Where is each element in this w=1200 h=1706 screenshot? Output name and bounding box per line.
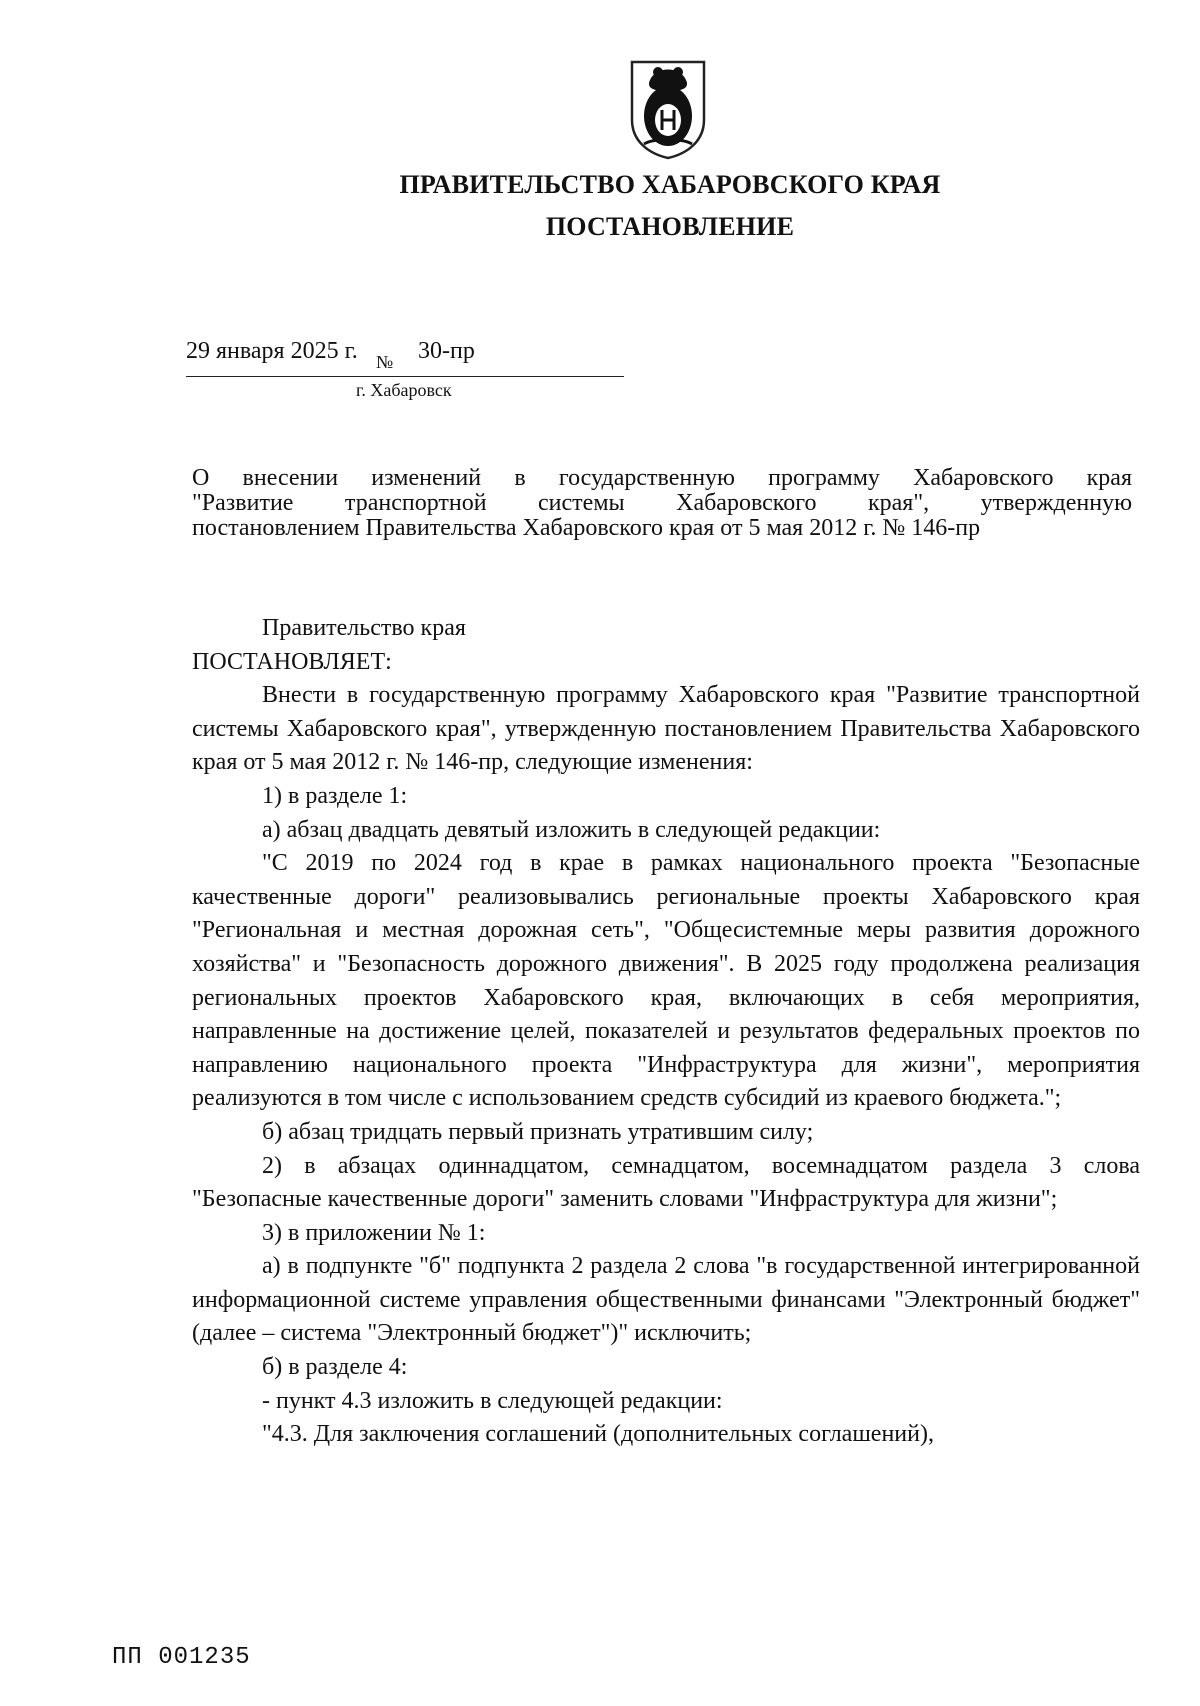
document-date: 29 января 2025 г. [186,338,358,364]
subject-line: О внесении изменений в государственную программу Хабаровского края [192,465,1132,491]
number-sign: № [376,352,394,372]
document-body [192,612,1140,1452]
body-paragraph: Внести в государственную программу Хабаровского края "Развитие транспортной системы Хабаровского края", утвержденную постановлением Правительства Хабаровского края от 5 мая 2012 г. № 146-пр, следующие изменения: [192,682,1140,776]
document-number: 30-пр [418,338,475,364]
subject-line: "Развитие транспортной системы Хабаровского края", утвержденную [192,490,1132,516]
body-paragraph: 2) в абзацах одиннадцатом, семнадцатом, восемнадцатом раздела 3 слова "Безопасные качественные дороги" заменить словами "Инфраструктура для жизни"; [192,1152,1140,1213]
preamble-line: Правительство края [262,615,466,641]
preamble-resolves: ПОСТАНОВЛЯЕТ: [192,648,392,675]
date-number-row [186,338,626,378]
body-paragraph: а) абзац двадцать девятый изложить в следующей редакции: [262,816,881,843]
body-paragraph: 1) в разделе 1: [262,782,408,809]
document-city: г. Хабаровск [356,380,452,400]
organization-title: ПРАВИТЕЛЬСТВО ХАБАРОВСКОГО КРАЯ [399,170,941,199]
body-paragraph: 3) в приложении № 1: [262,1219,486,1246]
body-paragraph: - пункт 4.3 изложить в следующей редакции: [262,1387,723,1414]
document-type: ПОСТАНОВЛЕНИЕ [545,212,795,241]
body-paragraph: б) в разделе 4: [262,1354,408,1381]
body-paragraph: "4.3. Для заключения соглашений (дополнительных соглашений), [262,1421,934,1448]
document-subject [192,466,1132,541]
body-paragraph: "С 2019 по 2024 год в крае в рамках национального проекта "Безопасные качественные дороги" реализовывались региональные проекты Хабаровского края "Региональная и местная дорожная сеть", "Общесистемные меры развития дорожного хозяйства" и "Безопасность дорожного движения". В 2025 году продолжена реализация региональных проектов Хабаровского края, включающих в себя мероприятия, направленные на достижение целей, показателей и результатов федеральных проектов по направлению национального проекта "Инфраструктура для жизни", мероприятия реализуются в том числе с использованием средств субсидий из краевого бюджета."; [192,850,1140,1112]
coat-of-arms-icon [628,58,708,160]
document-serial-code: ПП 001235 [112,1644,251,1671]
body-paragraph: б) абзац тридцать первый признать утратившим силу; [262,1118,814,1145]
subject-line: постановлением Правительства Хабаровского края от 5 мая 2012 г. № 146-пр [192,515,981,541]
date-underline [186,376,624,377]
body-paragraph: а) в подпункте "б" подпункта 2 раздела 2 слова "в государственной интегрированной информационной системе управления общественными финансами "Электронный бюджет" (далее – система "Электронный бюджет")" исключить; [192,1253,1140,1347]
